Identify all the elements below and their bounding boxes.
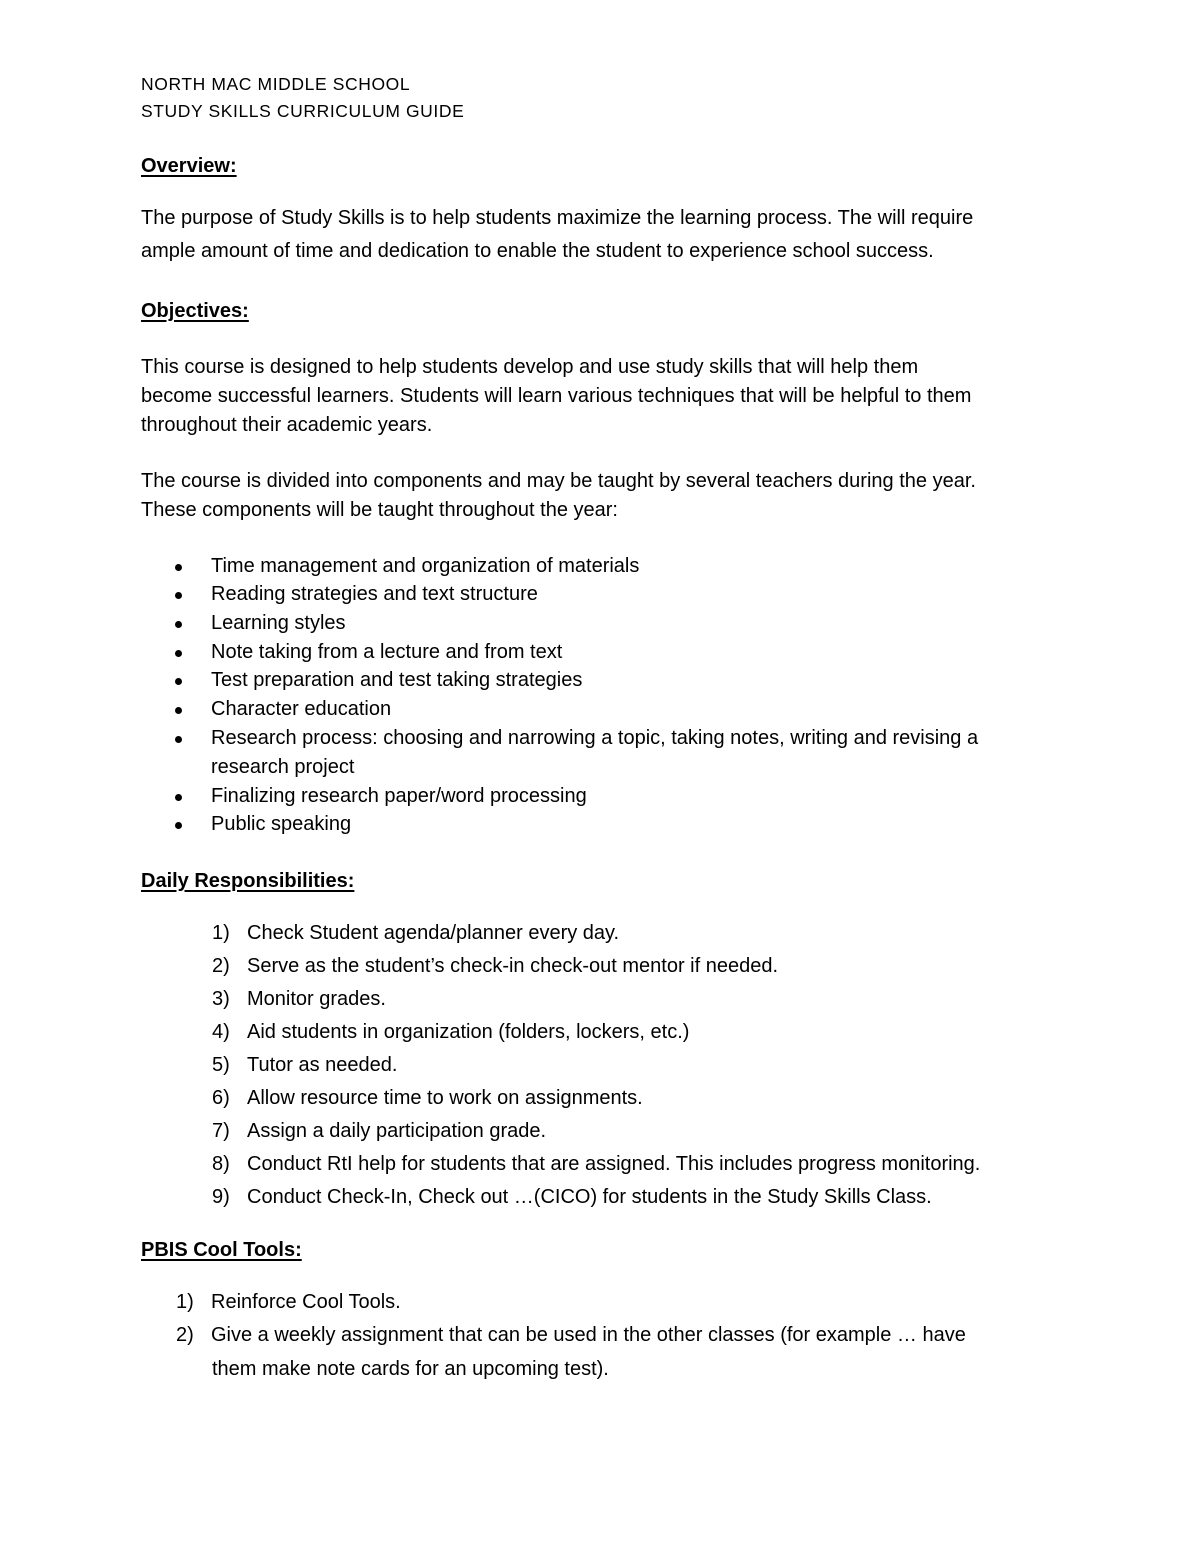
bullet-icon: [175, 822, 182, 829]
list-item-continuation: them make note cards for an upcoming test).: [212, 1358, 609, 1380]
list-item-text: Assign a daily participation grade.: [247, 1120, 547, 1142]
overview-line: The purpose of Study Skills is to help students maximize the learning process. The will require: [141, 207, 974, 229]
list-item-text: Conduct Check-In, Check out …(CICO) for students in the Study Skills Class.: [247, 1186, 932, 1208]
list-item-text: Allow resource time to work on assignments.: [247, 1087, 643, 1109]
objectives-line: This course is designed to help students develop and use study skills that will help them: [141, 356, 919, 378]
components-intro-line: These components will be taught throughout the year:: [141, 499, 618, 521]
list-number: 4): [212, 1021, 230, 1043]
list-item-text: Test preparation and test taking strategies: [211, 669, 583, 691]
list-item-text: Serve as the student’s check-in check-out mentor if needed.: [247, 955, 779, 977]
list-item-text: Check Student agenda/planner every day.: [247, 922, 620, 944]
objectives-line: become successful learners. Students will learn various techniques that will be helpful to them: [141, 385, 972, 407]
list-item-text: Time management and organization of materials: [211, 555, 640, 577]
list-number: 8): [212, 1153, 230, 1175]
list-number: 7): [212, 1120, 230, 1142]
overview-heading: Overview:: [141, 155, 237, 177]
bullet-icon: [175, 707, 182, 714]
list-number: 1): [176, 1291, 194, 1313]
list-item-text: Conduct RtI help for students that are assigned. This includes progress monitoring.: [247, 1153, 981, 1175]
objectives-heading: Objectives:: [141, 300, 249, 322]
list-item-text: Public speaking: [211, 813, 352, 835]
list-item-text: Give a weekly assignment that can be used in the other classes (for example … have: [211, 1324, 966, 1346]
list-item-text: Note taking from a lecture and from text: [211, 641, 563, 663]
list-item-text: Research process: choosing and narrowing a topic, taking notes, writing and revising a: [211, 727, 979, 749]
bullet-icon: [175, 794, 182, 801]
bullet-icon: [175, 564, 182, 571]
pbis-heading: PBIS Cool Tools:: [141, 1239, 302, 1261]
list-item-text: Reading strategies and text structure: [211, 583, 538, 605]
list-number: 2): [176, 1324, 194, 1346]
school-name: NORTH MAC MIDDLE SCHOOL: [141, 74, 411, 94]
daily-heading: Daily Responsibilities:: [141, 870, 355, 892]
overview-line: ample amount of time and dedication to enable the student to experience school success.: [141, 240, 934, 262]
bullet-icon: [175, 736, 182, 743]
bullet-icon: [175, 621, 182, 628]
list-number: 6): [212, 1087, 230, 1109]
bullet-icon: [175, 592, 182, 599]
bullet-icon: [175, 650, 182, 657]
list-number: 5): [212, 1054, 230, 1076]
list-item-text: Learning styles: [211, 612, 346, 634]
list-number: 1): [212, 922, 230, 944]
list-item-text: Tutor as needed.: [247, 1054, 398, 1076]
objectives-line: throughout their academic years.: [141, 414, 433, 436]
list-item-text: Monitor grades.: [247, 988, 386, 1010]
document-title: STUDY SKILLS CURRICULUM GUIDE: [141, 101, 465, 121]
list-number: 3): [212, 988, 230, 1010]
list-item-text: Character education: [211, 698, 392, 720]
bullet-icon: [175, 678, 182, 685]
list-number: 9): [212, 1186, 230, 1208]
components-intro-line: The course is divided into components and may be taught by several teachers during the year.: [141, 470, 976, 492]
list-item-text: Finalizing research paper/word processing: [211, 785, 587, 807]
list-number: 2): [212, 955, 230, 977]
list-item-continuation: research project: [211, 756, 355, 778]
list-item-text: Aid students in organization (folders, lockers, etc.): [247, 1021, 690, 1043]
list-item-text: Reinforce Cool Tools.: [211, 1291, 401, 1313]
